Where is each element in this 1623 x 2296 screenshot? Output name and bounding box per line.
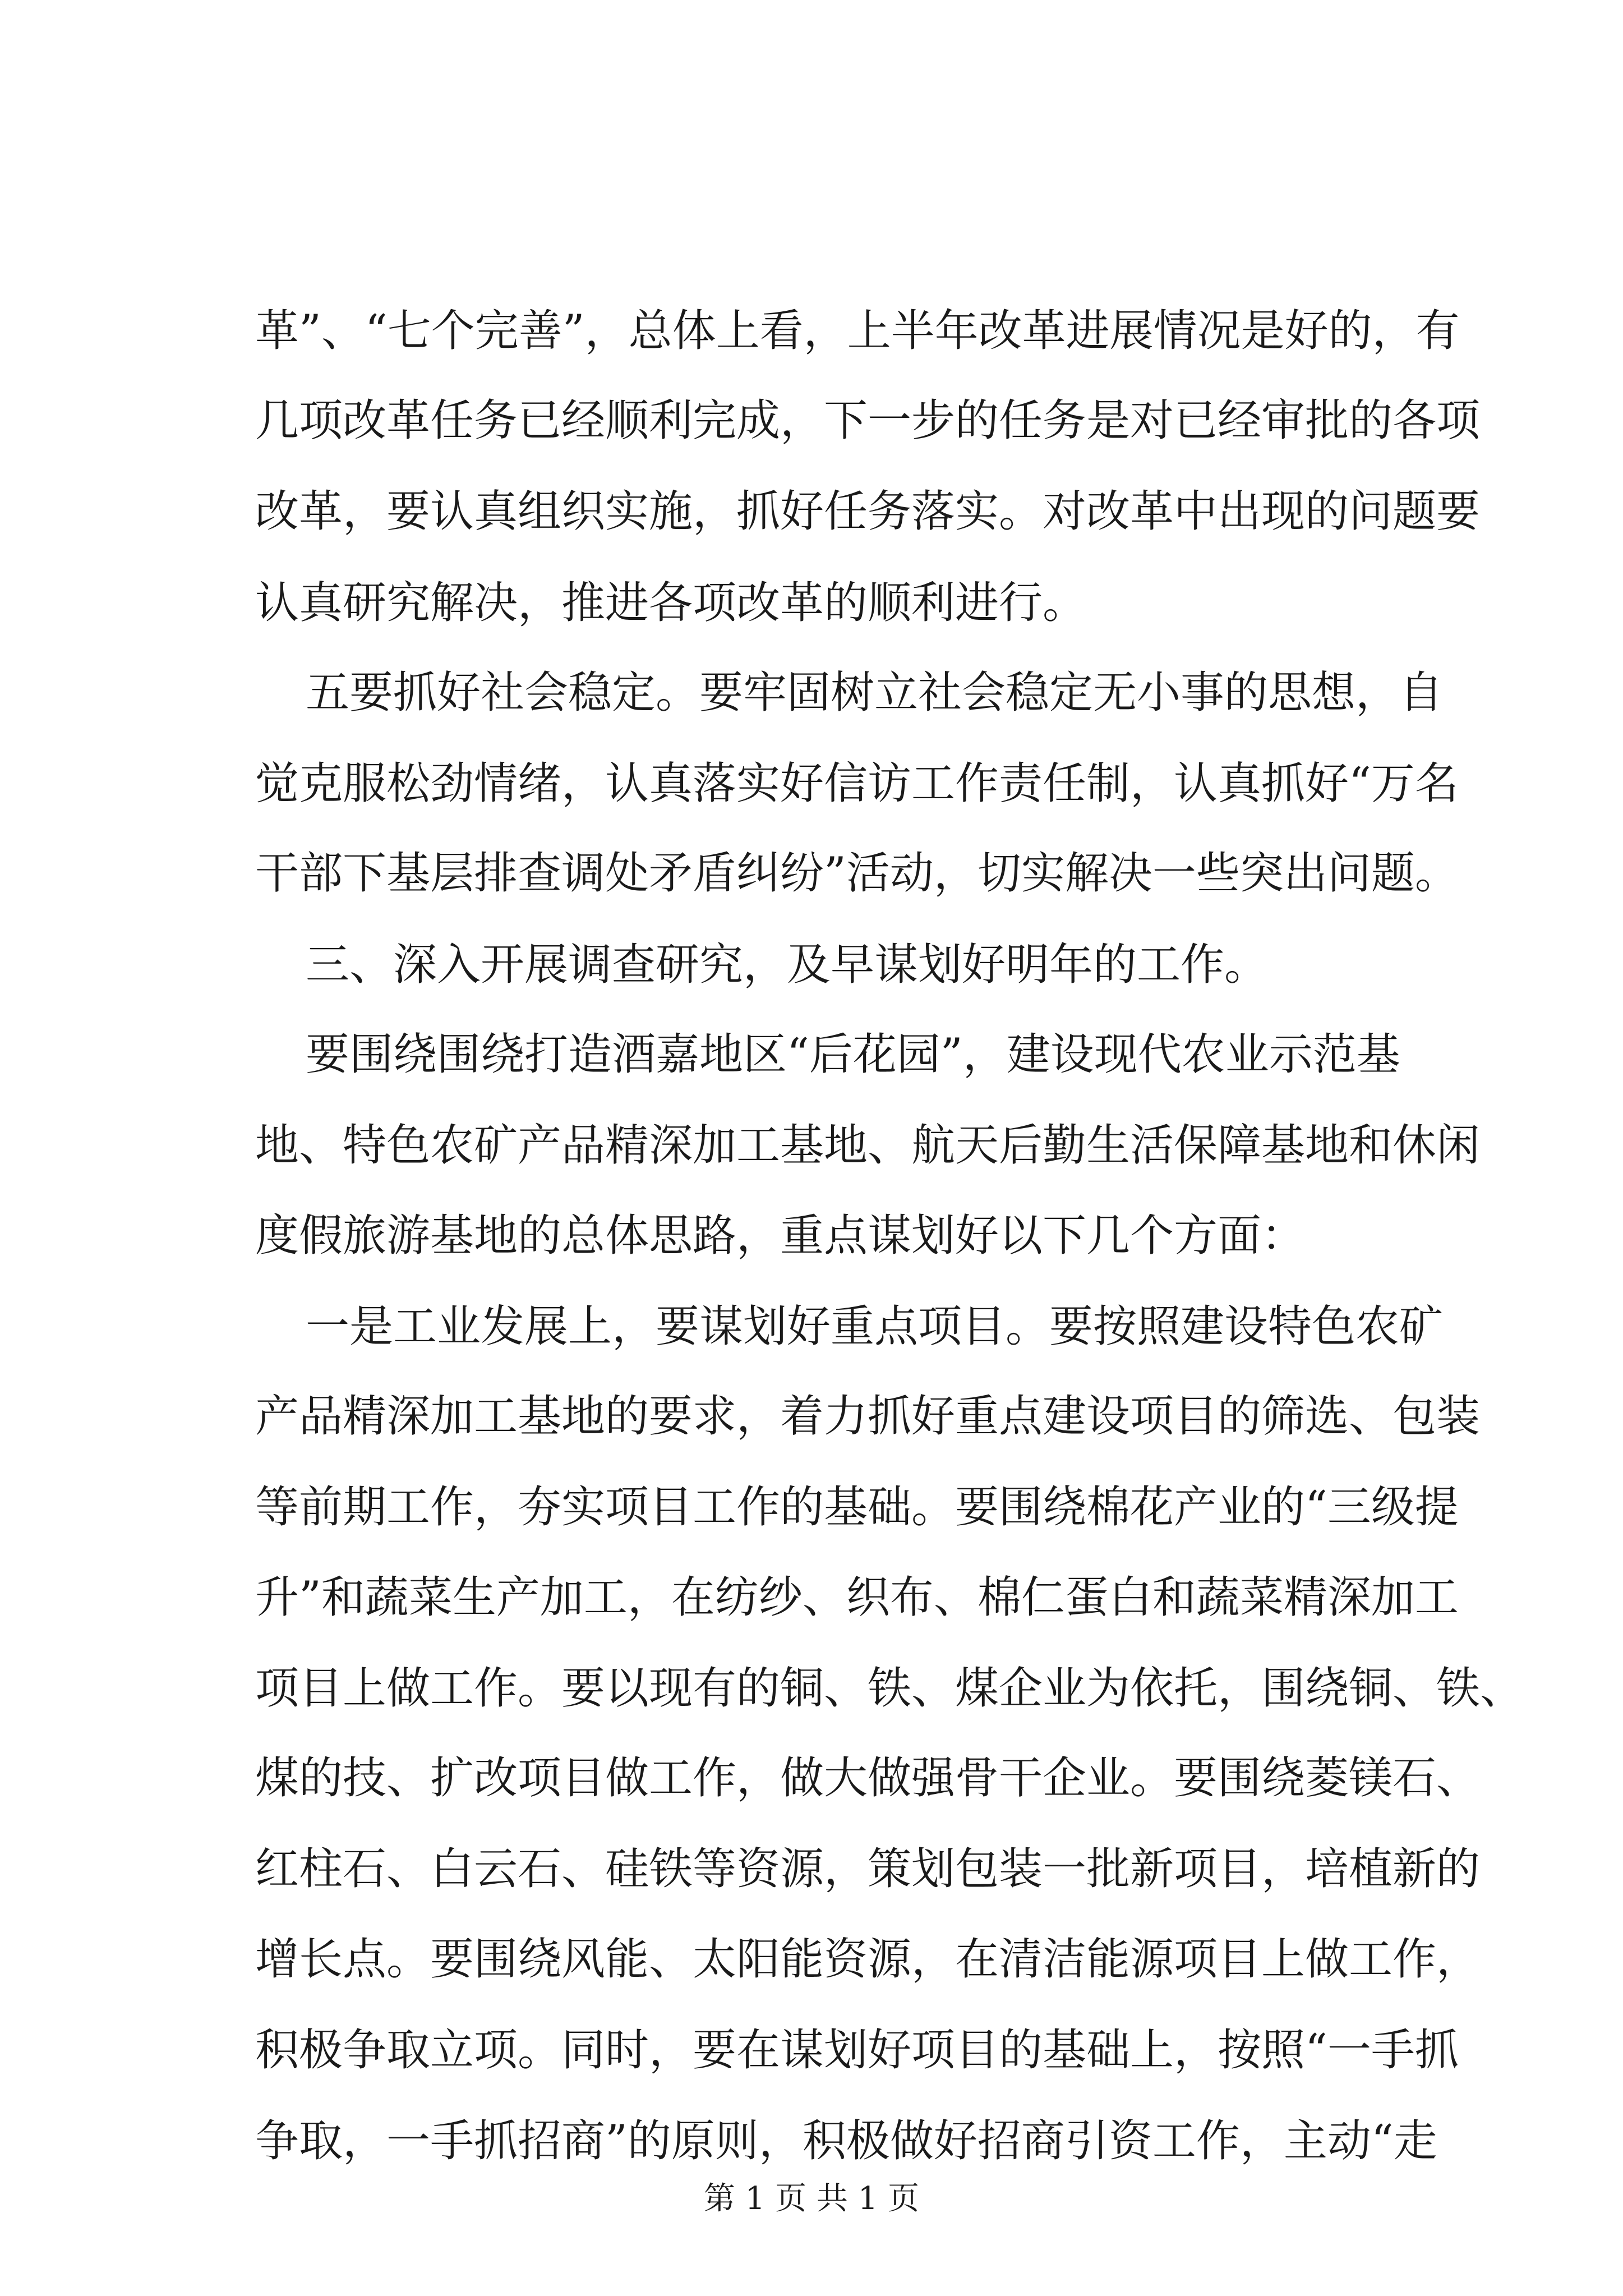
text-line: 地、特色农矿产品精深加工基地、航天后勤生活保障基地和休闲 bbox=[255, 1120, 1481, 1171]
text-line: 增长点。要围绕风能、太阳能资源，在清洁能源项目上做工作， bbox=[255, 1934, 1481, 1985]
page-number-footer: 第 1 页 共 1 页 bbox=[703, 2180, 920, 2217]
text-line: 争取，一手抓招商”的原则，积极做好招商引资工作，主动“走 bbox=[255, 2116, 1437, 2166]
text-line: 煤的技、扩改项目做工作，做大做强骨干企业。要围绕菱镁石、 bbox=[255, 1753, 1481, 1803]
text-line: 改革，要认真组织实施，抓好任务落实。对改革中出现的问题要 bbox=[255, 486, 1481, 537]
text-line: 项目上做工作。要以现有的铜、铁、煤企业为依托，围绕铜、铁、 bbox=[255, 1663, 1524, 1714]
text-line: 等前期工作，夯实项目工作的基础。要围绕棉花产业的“三级提 bbox=[255, 1482, 1459, 1533]
text-line: 五要抓好社会稳定。要牢固树立社会稳定无小事的思想，自 bbox=[306, 668, 1444, 718]
text-line: 升”和蔬菜生产加工，在纺纱、织布、棉仁蛋白和蔬菜精深加工 bbox=[255, 1572, 1459, 1623]
text-line: 度假旅游基地的总体思路，重点谋划好以下几个方面： bbox=[255, 1211, 1306, 1261]
text-line: 干部下基层排查调处矛盾纠纷”活动，切实解决一些突出问题。 bbox=[255, 848, 1459, 899]
section-heading: 三、深入开展调查研究，及早谋划好明年的工作。 bbox=[306, 940, 1269, 990]
text-line: 一是工业发展上，要谋划好重点项目。要按照建设特色农矿 bbox=[306, 1301, 1444, 1352]
text-line: 要围绕围绕打造酒嘉地区“后花园”，建设现代农业示范基 bbox=[306, 1029, 1400, 1080]
text-line: 产品精深加工基地的要求，着力抓好重点建设项目的筛选、包装 bbox=[255, 1391, 1481, 1442]
text-line: 革”、“七个完善”，总体上看，上半年改革进展情况是好的，有 bbox=[255, 306, 1460, 356]
text-line: 几项改革任务已经顺利完成，下一步的任务是对已经审批的各项 bbox=[255, 395, 1481, 446]
text-line: 红柱石、白云石、硅铁等资源，策划包装一批新项目，培植新的 bbox=[255, 1844, 1481, 1894]
text-line: 积极争取立项。同时，要在谋划好项目的基础上，按照“一手抓 bbox=[255, 2025, 1459, 2076]
text-line: 觉克服松劲情绪，认真落实好信访工作责任制，认真抓好“万名 bbox=[255, 758, 1459, 809]
text-line: 认真研究解决，推进各项改革的顺利进行。 bbox=[255, 578, 1087, 628]
